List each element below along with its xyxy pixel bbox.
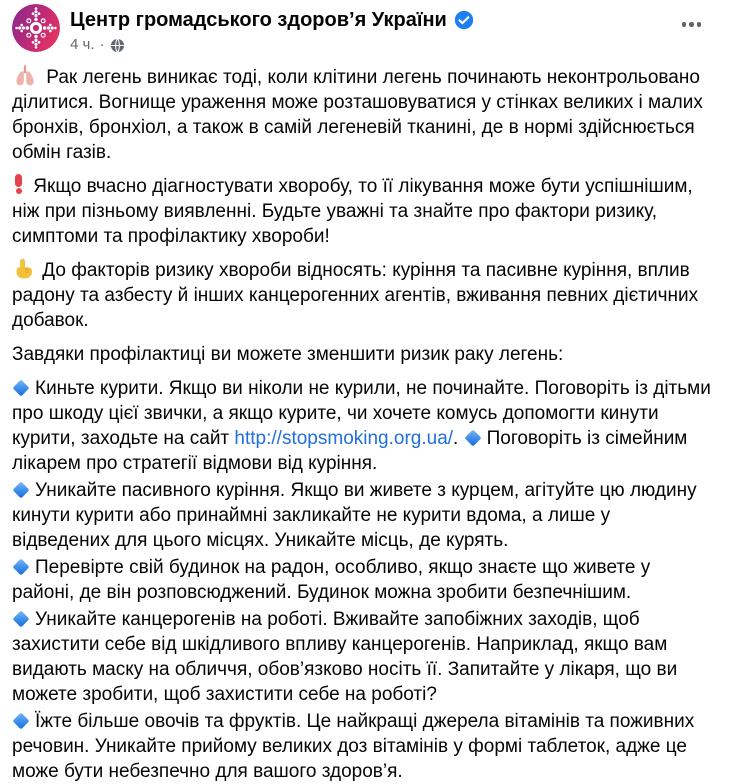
more-dot [689,22,694,27]
diamond-bullet-icon [13,611,30,628]
diamond-bullet-icon [13,713,30,730]
exclamation-emoji [15,174,22,194]
globe-icon [110,38,125,53]
bullet-workplace-carcinogens: Уникайте канцерогенів на роботі. Вживайте запобіжних заходів, щоб захистити себе від шкідливого впливу канцерогенів. Наприклад, якщо вам видають маску на обличчя, обов’язково носіть її. Запитайте у лікаря, що ви можете зробити, щоб захистити себе на роботі? [12,609,678,705]
post-header [12,4,711,55]
page-name[interactable]: Центр громадського здоров’я України [70,9,447,31]
verified-badge-icon [454,10,474,30]
paragraph-prevention-intro: Завдяки профілактиці ви можете зменшити ризик раку легень: [12,344,564,365]
bullet-vegetables-fruits: Їжте більше овочів та фруктів. Це найкращі джерела вітамінів та поживних речовин. Уникайте прийому великих доз вітамінів у формі таблеток, адже це може бути небезпечно для вашого здоров’я. [12,711,695,782]
meta-separator: · [99,36,105,53]
post-meta [70,35,474,55]
timestamp[interactable]: 4 ч. [70,36,95,53]
bullet-passive-smoking: Уникайте пасивного куріння. Якщо ви живете з курцем, агітуйте цю людину кинути курити або принаймні закликайте не курити вдома, а лише у відведених для цього місцях. Уникайте місць, де курять. [12,480,697,551]
page-name-row [70,8,474,32]
paragraph-risk-factors: До факторів ризику хвороби відносять: куріння та пасивне куріння, вплив радону та азбесту й інших канцерогенних агентів, вживання певних дієтичних добавок. [12,260,699,331]
paragraph-early-diagnosis: Якщо вчасно діагностувати хворобу, то її лікування може бути успішнішим, ніж при пізньому виявленні. Будьте уважні та знайте про фактори ризику, симптоми та профілактику хвороби! [12,176,693,247]
finger-up-emoji [13,258,33,279]
diamond-bullet-icon [13,559,30,576]
diamond-bullet-icon [13,380,30,397]
bullet-radon-check: Перевірте свій будинок на радон, особливо, якщо знаєте що живете у районі, де він розповсюджений. Будинок можна зробити безпечнішим. [12,557,651,603]
lungs-emoji [13,65,37,86]
more-options-button[interactable] [678,16,706,33]
avatar[interactable] [12,4,60,52]
post-link[interactable]: http://stopsmoking.org.ua/ [234,428,454,449]
header-info [70,4,474,55]
bullet-quit-smoking: Киньте курити. Якщо ви ніколи не курили, не починайте. Поговоріть із дітьми про шкоду цієї звички, а якщо курите, чи хочете комусь допомогти кинути курити, заходьте на сайт http://stopsmoking.org.ua/. Поговоріть із сімейним лікарем про стратегії відмови від куріння. [12,378,711,474]
diamond-bullet-icon [464,430,481,447]
paragraph-lung-cancer-intro: Рак легень виникає тоді, коли клітини легень починають неконтрольовано ділитися. Вогнище ураження може розташовуватися у стінках великих і малих бронхів, бронхіол, а також в самій легеневій тканині, де в нормі здійснюється обмін газів. [12,67,703,163]
post-content [12,65,711,784]
more-dot [682,22,687,27]
more-dot [697,22,702,27]
diamond-bullet-icon [13,482,30,499]
